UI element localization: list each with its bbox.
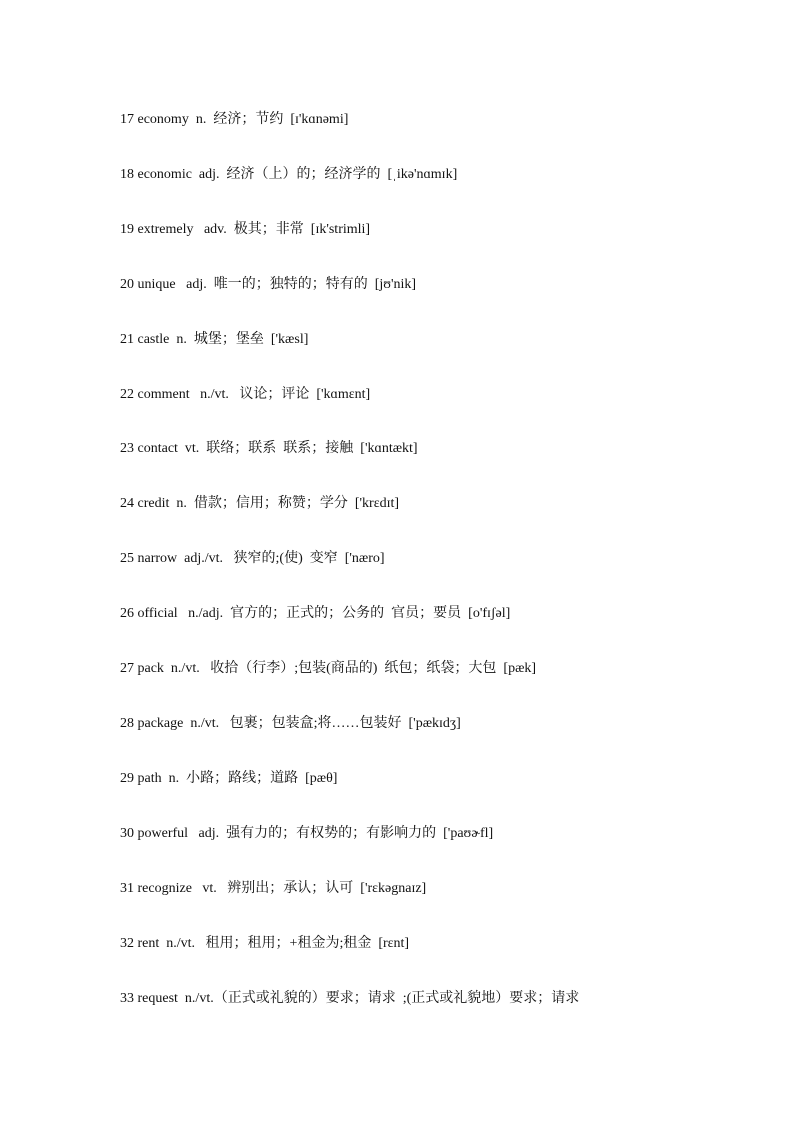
vocab-entry-text: 25 narrow adj./vt. 狭窄的;(使) 变窄 ['næro] <box>120 551 385 566</box>
vocab-entry-text: 33 request n./vt.（正式或礼貌的）要求；请求 ;(正式或礼貌地）要求；请求 <box>120 991 580 1006</box>
vocab-entry-text: 23 contact vt. 联络；联系 联系；接触 ['kɑntækt] <box>120 441 418 456</box>
vocab-entry <box>120 605 780 623</box>
vocab-entry-text: 30 powerful adj. 强有力的；有权势的；有影响力的 ['paʊɚfl] <box>120 826 494 841</box>
vocab-entry-text: 28 package n./vt. 包裹；包装盒;将……包装好 ['pækɪdʒ] <box>120 716 461 731</box>
vocab-entry <box>120 386 780 404</box>
vocab-entry <box>120 770 780 788</box>
vocab-entry-text: 29 path n. 小路；路线；道路 [pæθ] <box>120 771 338 786</box>
vocab-entry-text: 22 comment n./vt. 议论；评论 ['kɑmɛnt] <box>120 387 371 402</box>
vocab-entry <box>120 221 780 239</box>
vocab-entry <box>120 935 780 953</box>
vocab-entry-text: 21 castle n. 城堡；堡垒 ['kæsl] <box>120 332 309 347</box>
vocab-entry <box>120 495 780 513</box>
vocab-entry <box>120 440 780 458</box>
vocab-entry-text: 27 pack n./vt. 收拾（行李）;包装(商品的) 纸包；纸袋；大包 [pæk] <box>120 661 537 676</box>
vocab-entry <box>120 166 780 184</box>
vocab-entry <box>120 550 780 568</box>
vocab-entry-text: 24 credit n. 借款；信用；称赞；学分 ['krɛdɪt] <box>120 496 400 511</box>
vocab-entry-text: 19 extremely adv. 极其；非常 [ɪk'strimli] <box>120 222 371 237</box>
vocab-entry-text: 17 economy n. 经济；节约 [ɪ'kɑnəmi] <box>120 112 349 127</box>
vocab-entry <box>120 990 780 1008</box>
vocab-entry <box>120 331 780 349</box>
vocab-entry <box>120 276 780 294</box>
vocab-entry-text: 32 rent n./vt. 租用；租用；+租金为;租金 [rɛnt] <box>120 936 410 951</box>
vocab-entry-text: 20 unique adj. 唯一的；独特的；特有的 [jʊ'nik] <box>120 277 417 292</box>
vocab-entry <box>120 880 780 898</box>
vocab-entry-text: 31 recognize vt. 辨别出；承认；认可 ['rɛkəgnaɪz] <box>120 881 427 896</box>
vocab-entry <box>120 660 780 678</box>
vocab-entry-text: 18 economic adj. 经济（上）的；经济学的 [ˌikə'nɑmɪk] <box>120 167 458 182</box>
vocab-entry <box>120 715 780 733</box>
vocab-entry-text: 26 official n./adj. 官方的；正式的；公务的 官员；要员 [o'fɪʃəl] <box>120 606 511 621</box>
vocab-entry <box>120 825 780 843</box>
vocab-entry <box>120 111 780 129</box>
